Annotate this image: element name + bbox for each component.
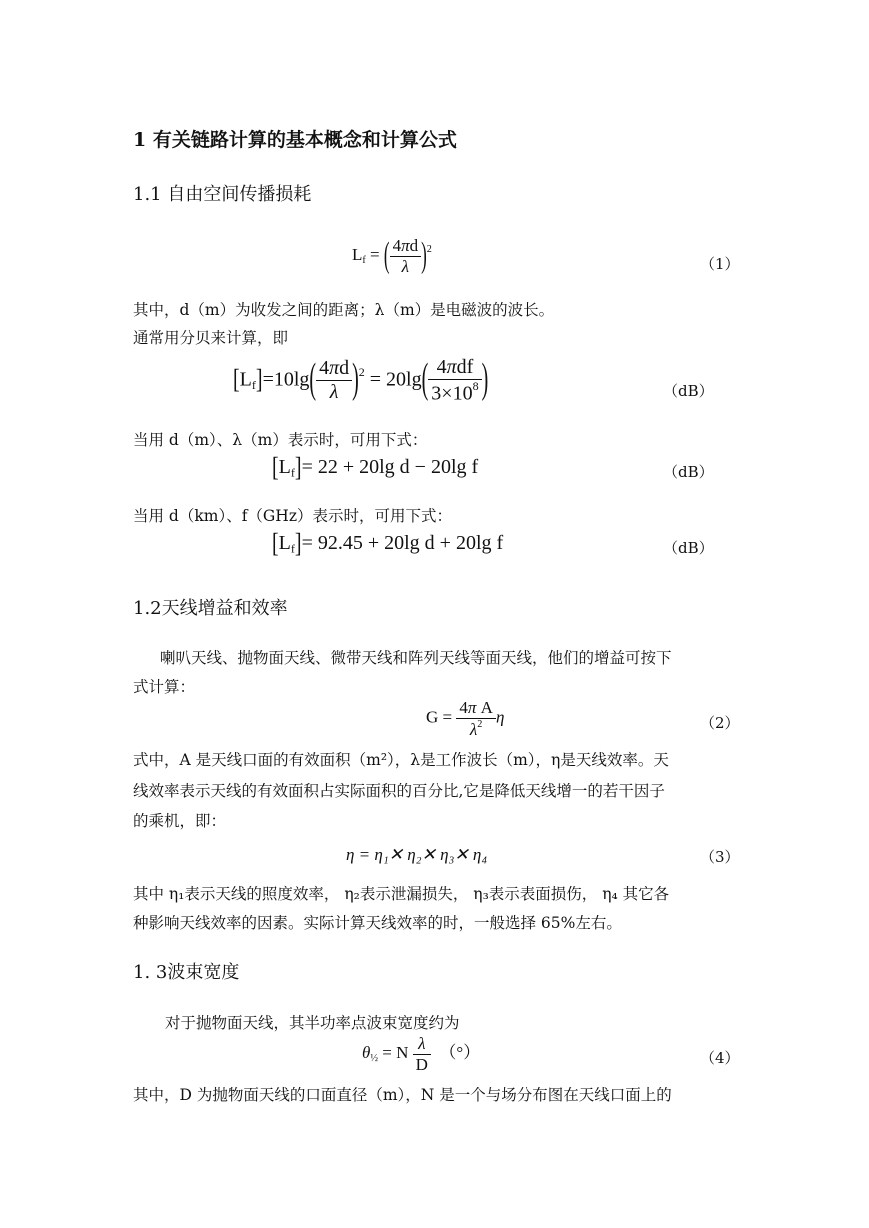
equation-meter: $[L_f]= 22 + 20\lg$ d − 20lg f <box>272 452 479 483</box>
paragraph-1-2-e: 的乘机，即： <box>133 812 227 830</box>
section-heading-1: 1 有关链路计算的基本概念和计算公式 <box>133 129 457 151</box>
paragraph-1-2-a: 喇叭天线、抛物面天线、微带天线和阵列天线等面天线，他们的增益可按下 <box>160 649 672 667</box>
paragraph-1-2-b: 式计算： <box>133 678 196 696</box>
paragraph-1-3-a: 对于抛物面天线，其半功率点波束宽度约为 <box>165 1014 460 1032</box>
equation-number-4: （4） <box>700 1049 740 1067</box>
equation-meter-rhs: = 22 + 20lg d − 20lg f <box>301 456 479 478</box>
paragraph-1-2-c: 式中，A 是天线口面的有效面积（m²），λ是工作波长（m），η是天线效率。天 <box>133 751 669 769</box>
equation-number-3: （3） <box>700 848 740 866</box>
equation-3: η = η₁✕ η₂✕ η₃✕ η₄ <box>346 845 488 864</box>
paragraph-1-2-f: 其中 η₁表示天线的照度效率， η₂表示泄漏损失， η₃表示表面损伤， η₄ 其它各 <box>133 885 670 903</box>
equation-number-2: （2） <box>700 714 740 732</box>
paragraph-1-3-b: 其中，D 为抛物面天线的口面直径（m），N 是一个与场分布图在天线口面上的 <box>133 1086 672 1104</box>
unit-db-3: （dB） <box>663 539 714 557</box>
unit-db-1: （dB） <box>663 382 714 400</box>
equation-number-1: （1） <box>700 255 740 273</box>
paragraph-1-1-c: 当用 d（m）、λ（m）表示时，可用下式： <box>133 431 428 449</box>
equation-km: $[L_f]= 92.45 + 20\lg$ d + 20lg f <box>272 528 504 559</box>
equation-db: $[L_f]=10\lg$( $\frac{4\pi d}{\lambda}$ )$^2$ = 20lg( $\frac{\text{4πdf}}{3\times 10^8}$ ) <box>233 356 489 405</box>
subsection-heading-1-1: 1.1 自由空间传播损耗 <box>133 184 312 205</box>
unit-db-2: （dB） <box>663 463 714 481</box>
equation-4: $\theta_{\frac{1}{2}} = N$ $\frac{\lambda}{D}$ （°） <box>362 1034 481 1074</box>
paragraph-1-1-d: 当用 d（km）、f（GHz）表示时，可用下式： <box>133 507 452 525</box>
subsection-heading-1-2: 1.2天线增益和效率 <box>133 598 288 619</box>
subsection-heading-1-3: 1. 3波束宽度 <box>133 962 240 983</box>
equation-km-rhs: = 92.45 + 20lg d + 20lg f <box>301 532 504 554</box>
equation-2: G = $\frac{\text{4π A}}{\lambda^2}$ η <box>426 698 505 739</box>
paragraph-1-2-d: 线效率表示天线的有效面积占实际面积的百分比,它是降低天线增一的若干因子 <box>133 782 665 800</box>
paragraph-1-1-b: 通常用分贝来计算，即 <box>133 329 289 347</box>
equation-4-unit: （°） <box>439 1042 481 1062</box>
paragraph-1-2-g: 种影响天线效率的因素。实际计算天线效率的时，一般选择 65%左右。 <box>133 914 622 932</box>
equation-1: $L_f$ = ( $\frac{4\pi d}{\lambda}$ )$^2$ <box>352 235 432 276</box>
paragraph-1-1-a: 其中，d（m）为收发之间的距离；λ（m）是电磁波的波长。 <box>133 301 555 319</box>
